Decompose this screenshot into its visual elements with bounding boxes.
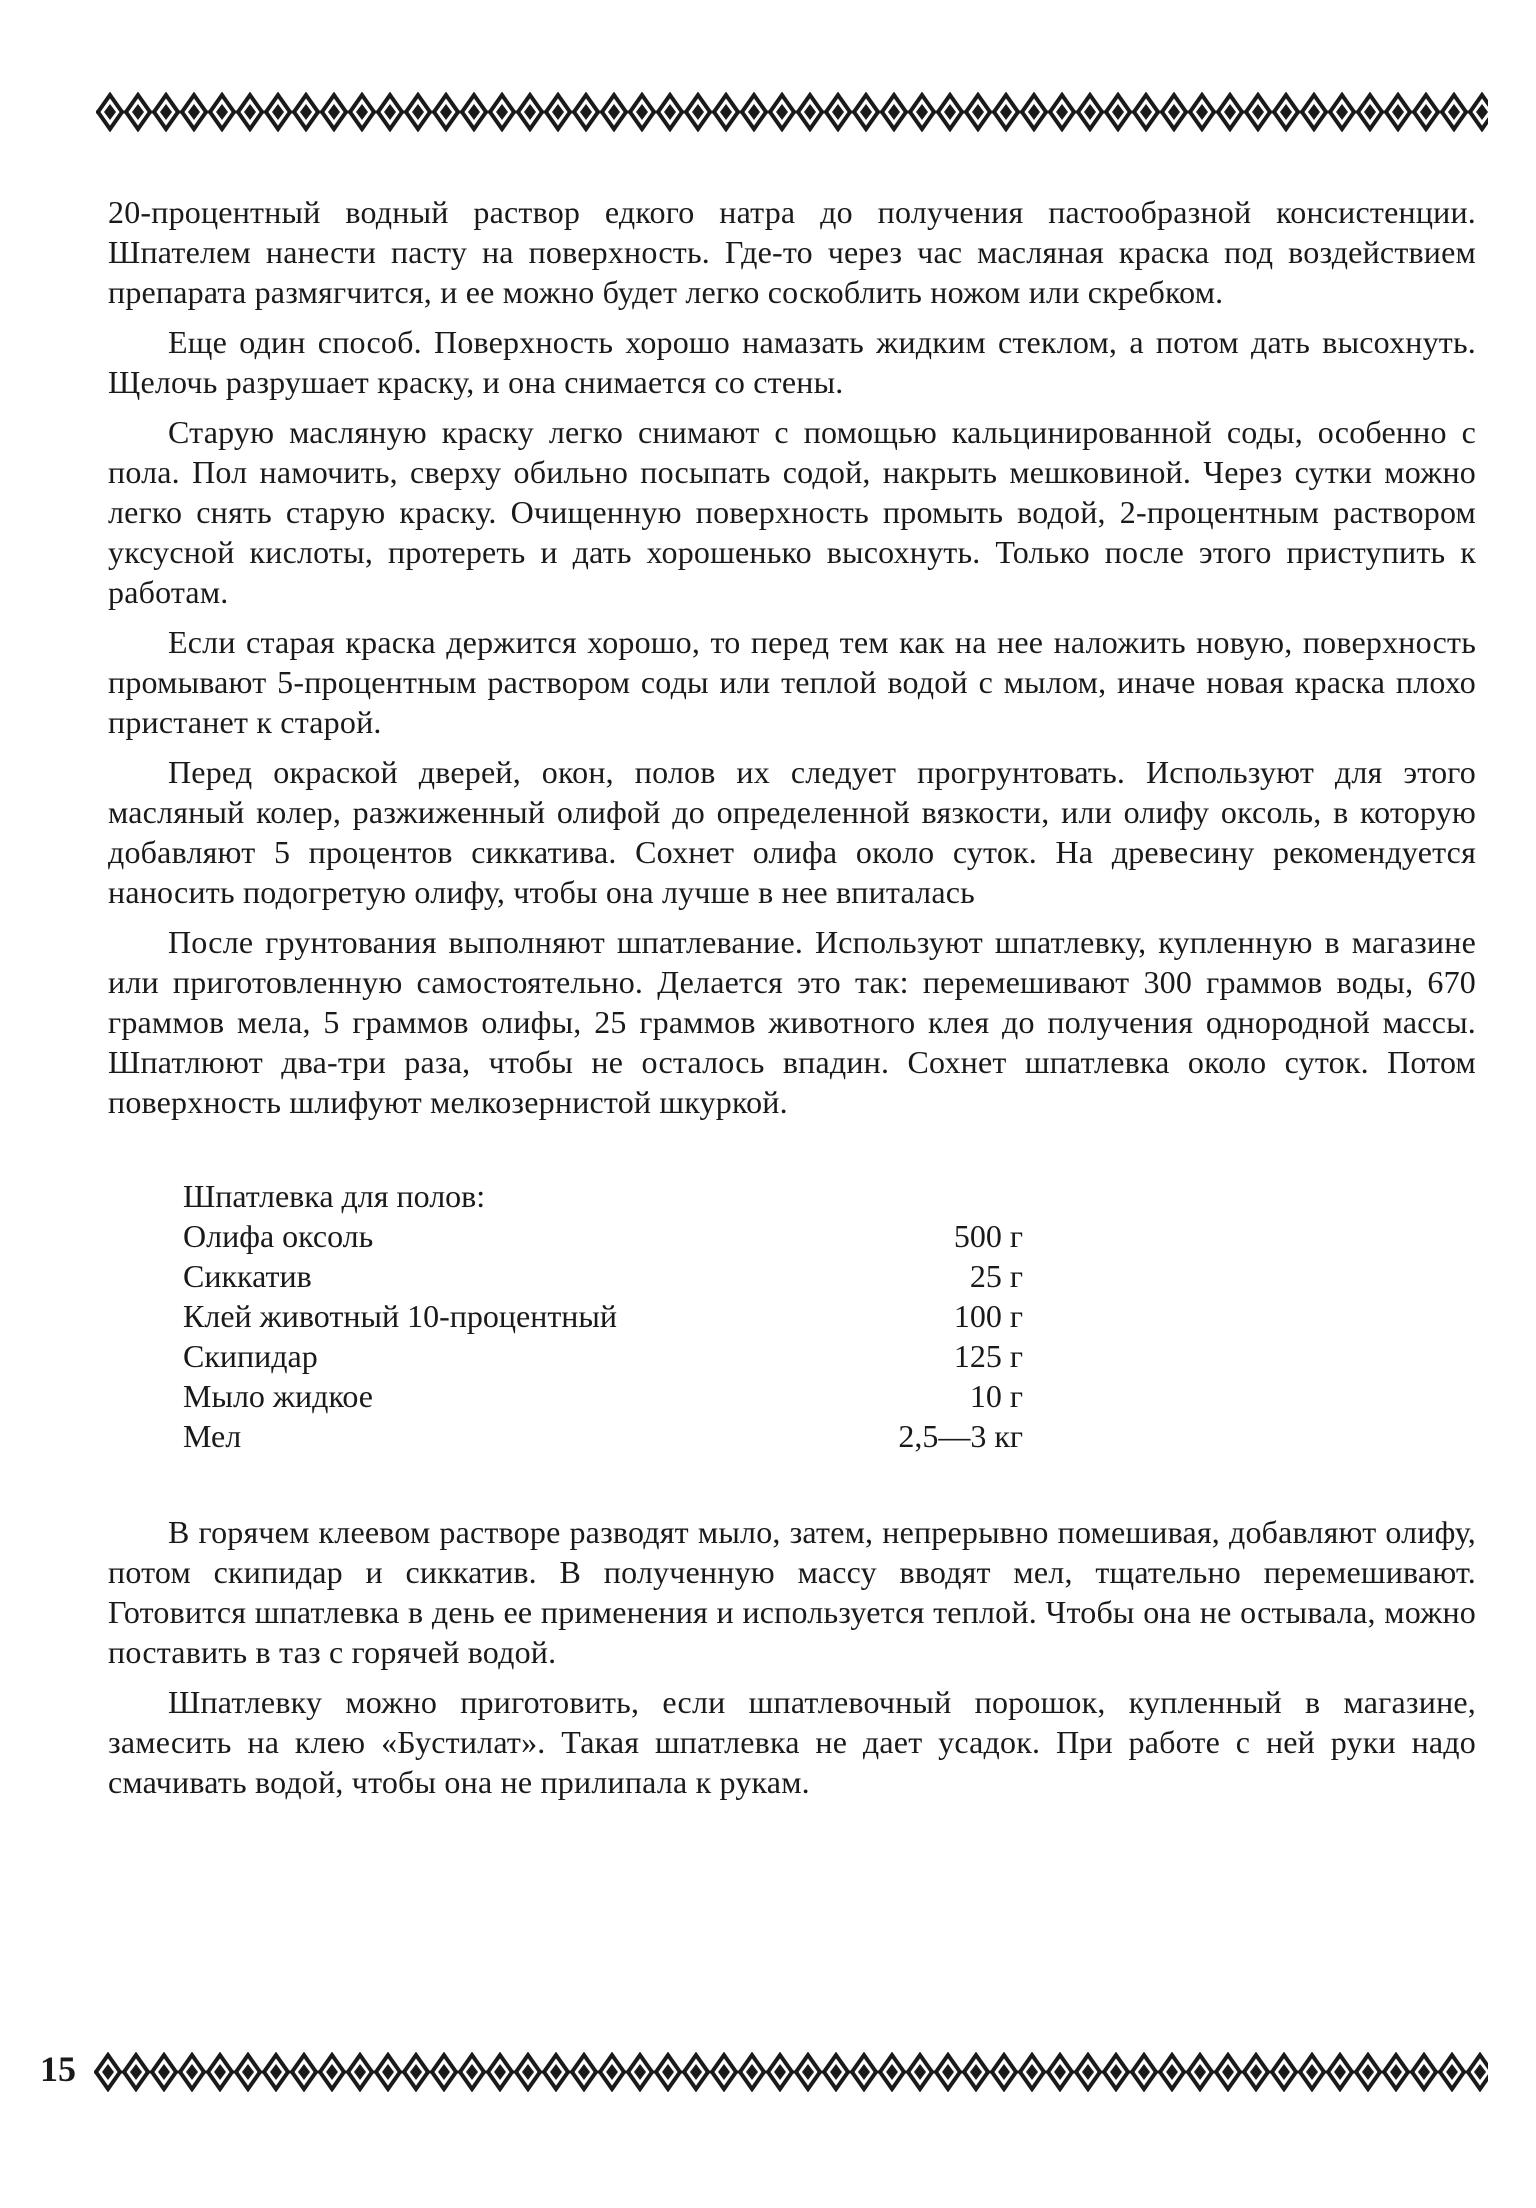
paragraph: В горячем клеевом растворе разводят мыло, затем, непрерывно помешивая, добавляют олифу, потом скипидар и сиккатив. В полученную массу вводят мел, тщательно перемешивают. Готовится шпатлевка в день ее применения и используется теплой. Чтобы она не остывала, можно поставить в таз с горячей водой. bbox=[108, 1514, 1476, 1670]
recipe-item-name: Олифа оксоль bbox=[183, 1218, 374, 1254]
recipe-row bbox=[183, 1376, 1023, 1416]
paragraph: После грунтования выполняют шпатлевание. Используют шпатлевку, купленную в магазине или приготовленную самостоятельно. Делается это так: перемешивают 300 граммов воды, 670 граммов мела, 5 граммов олифы, 25 граммов животного клея до получения однородной массы. Шпатлюют два-три раза, чтобы не осталось впадин. Сохнет шпатлевка около суток. Потом поверхность шлифуют мелкозернистой шкуркой. bbox=[108, 924, 1476, 1120]
recipe-row bbox=[183, 1336, 1023, 1376]
paragraph: Шпатлевку можно приготовить, если шпатлевочный порошок, купленный в магазине, замесить на клею «Бустилат». Такая шпатлевка не дает усадок. При работе с ней руки надо смачивать водой, чтобы она не прилипала к рукам. bbox=[108, 1684, 1476, 1800]
paragraph: Перед окраской дверей, окон, полов их следует прогрунтовать. Используют для этого масляный колер, разжиженный олифой до определенной вязкости, или олифу оксоль, в которую добавляют 5 процентов сиккатива. Сохнет олифа около суток. На древесину рекомендуется наносить подогретую олифу, чтобы она лучше в нее впиталась bbox=[108, 754, 1476, 910]
paragraph: Если старая краска держится хорошо, то перед тем как на нее наложить новую, поверхность промывают 5-процентным раствором соды или теплой водой с мылом, иначе новая краска плохо пристанет к старой. bbox=[108, 624, 1476, 740]
page-number: 15 bbox=[40, 2049, 76, 2089]
recipe-item-name: Сиккатив bbox=[183, 1258, 312, 1294]
recipe-row bbox=[183, 1256, 1023, 1296]
recipe-item-amount: 25 г bbox=[969, 1258, 1023, 1294]
recipe-item-amount: 2,5—3 кг bbox=[898, 1418, 1023, 1454]
recipe-item-amount: 500 г bbox=[953, 1218, 1023, 1254]
recipe-title: Шпатлевка для полов: bbox=[183, 1178, 486, 1214]
recipe-item-name: Мел bbox=[183, 1418, 242, 1454]
paragraph: 20-процентный водный раствор едкого натра до получения пастообразной консистенции. Шпателем нанести пасту на поверхность. Где-то через час масляная краска под воздействием препарата размягчится, и ее можно будет легко соскоблить ножом или скребком. bbox=[108, 194, 1476, 310]
after-recipe-section bbox=[108, 1512, 1476, 1802]
recipe-item-amount: 100 г bbox=[953, 1298, 1023, 1334]
top-ornament-border bbox=[96, 92, 1488, 132]
recipe-row bbox=[183, 1416, 1023, 1456]
recipe-row bbox=[183, 1296, 1023, 1336]
page-body bbox=[108, 192, 1476, 1812]
paragraph: Старую масляную краску легко снимают с помощью кальцинированной соды, особенно с пола. Пол намочить, сверху обильно посыпать содой, накрыть мешковиной. Через сутки можно легко снять старую краску. Очищенную поверхность промыть водой, 2-процентным раствором уксусной кислоты, протереть и дать хорошенько высохнуть. Только после этого приступить к работам. bbox=[108, 414, 1476, 610]
paragraph: Еще один способ. Поверхность хорошо намазать жидким стеклом, а потом дать высохнуть. Щелочь разрушает краску, и она снимается со стены. bbox=[108, 324, 1476, 400]
recipe-item-name: Мыло жидкое bbox=[183, 1378, 373, 1414]
bottom-ornament-border bbox=[94, 2052, 1488, 2092]
recipe-item-name: Клей животный 10-процентный bbox=[183, 1298, 618, 1334]
recipe-row bbox=[183, 1216, 1023, 1256]
recipe-table bbox=[183, 1176, 1023, 1456]
recipe-item-amount: 125 г bbox=[953, 1338, 1023, 1374]
recipe-item-name: Скипидар bbox=[183, 1338, 318, 1374]
recipe-item-amount: 10 г bbox=[969, 1378, 1023, 1414]
